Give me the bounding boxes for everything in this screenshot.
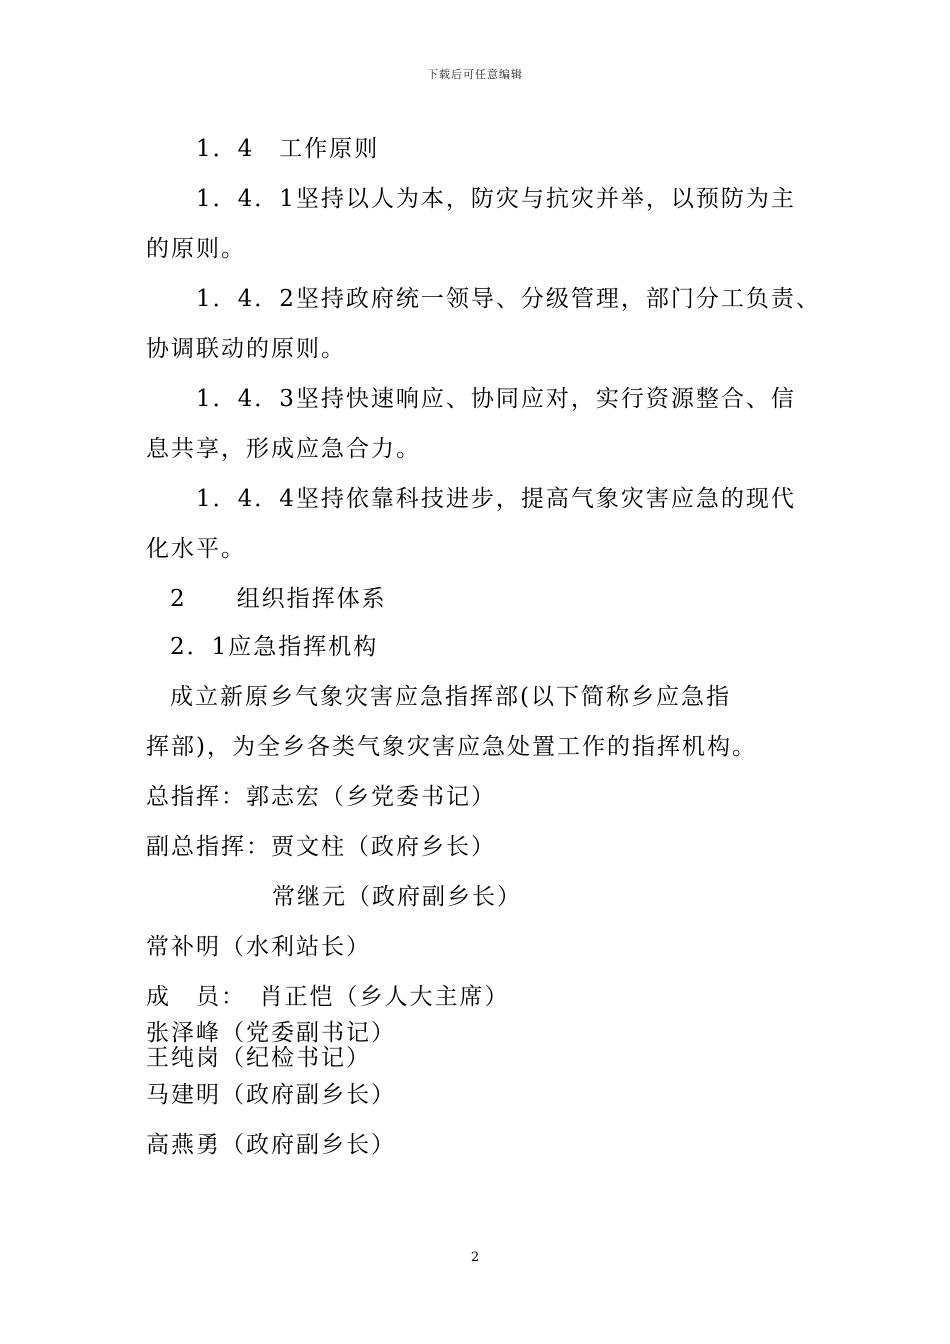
paragraph-2-1-cont: 挥部)，为全乡各类气象灾害应急处置工作的指挥机构。 xyxy=(146,734,757,760)
paragraph-1-4-2: 1．4．2坚持政府统一领导、分级管理，部门分工负责、 xyxy=(196,286,821,312)
commander-line: 总指挥：郭志宏（乡党委书记） xyxy=(146,784,496,810)
paragraph-2-1: 成立新原乡气象灾害应急指挥部(以下简称乡应急指 xyxy=(170,684,731,710)
member-line-1: 张泽峰（党委副书记） xyxy=(146,1020,396,1046)
paragraph-1-4-3-cont: 息共享，形成应急合力。 xyxy=(146,436,421,462)
deputy-commander-2-line: 常继元（政府副乡长） xyxy=(272,884,522,910)
paragraph-1-4-4: 1．4．4坚持依靠科技进步，提高气象灾害应急的现代 xyxy=(196,486,796,512)
page-header-note: 下载后可任意编辑 xyxy=(427,68,523,81)
section-heading-2-1: 2．1应急指挥机构 xyxy=(170,634,379,660)
deputy-commander-line: 副总指挥：贾文柱（政府乡长） xyxy=(146,834,496,860)
members-line: 成 员： 肖正恺（乡人大主席） xyxy=(146,984,510,1010)
page-number: 2 xyxy=(470,1250,480,1265)
member-line-4: 高燕勇（政府副乡长） xyxy=(146,1132,396,1158)
member-line-3: 马建明（政府副乡长） xyxy=(146,1082,396,1108)
section-heading-1-4: 1．4 工作原则 xyxy=(196,136,380,162)
paragraph-1-4-1: 1．4．1坚持以人为本，防灾与抗灾并举，以预防为主 xyxy=(196,186,796,212)
section-heading-2: 2 组织指挥体系 xyxy=(170,586,387,612)
paragraph-1-4-3: 1．4．3坚持快速响应、协同应对，实行资源整合、信 xyxy=(196,386,796,412)
paragraph-1-4-2-cont: 协调联动的原则。 xyxy=(146,336,346,362)
paragraph-1-4-4-cont: 化水平。 xyxy=(146,536,246,562)
member-line-2: 王纯岗（纪检书记） xyxy=(146,1045,371,1071)
deputy-commander-3-line: 常补明（水利站长） xyxy=(146,934,371,960)
paragraph-1-4-1-cont: 的原则。 xyxy=(146,236,246,262)
